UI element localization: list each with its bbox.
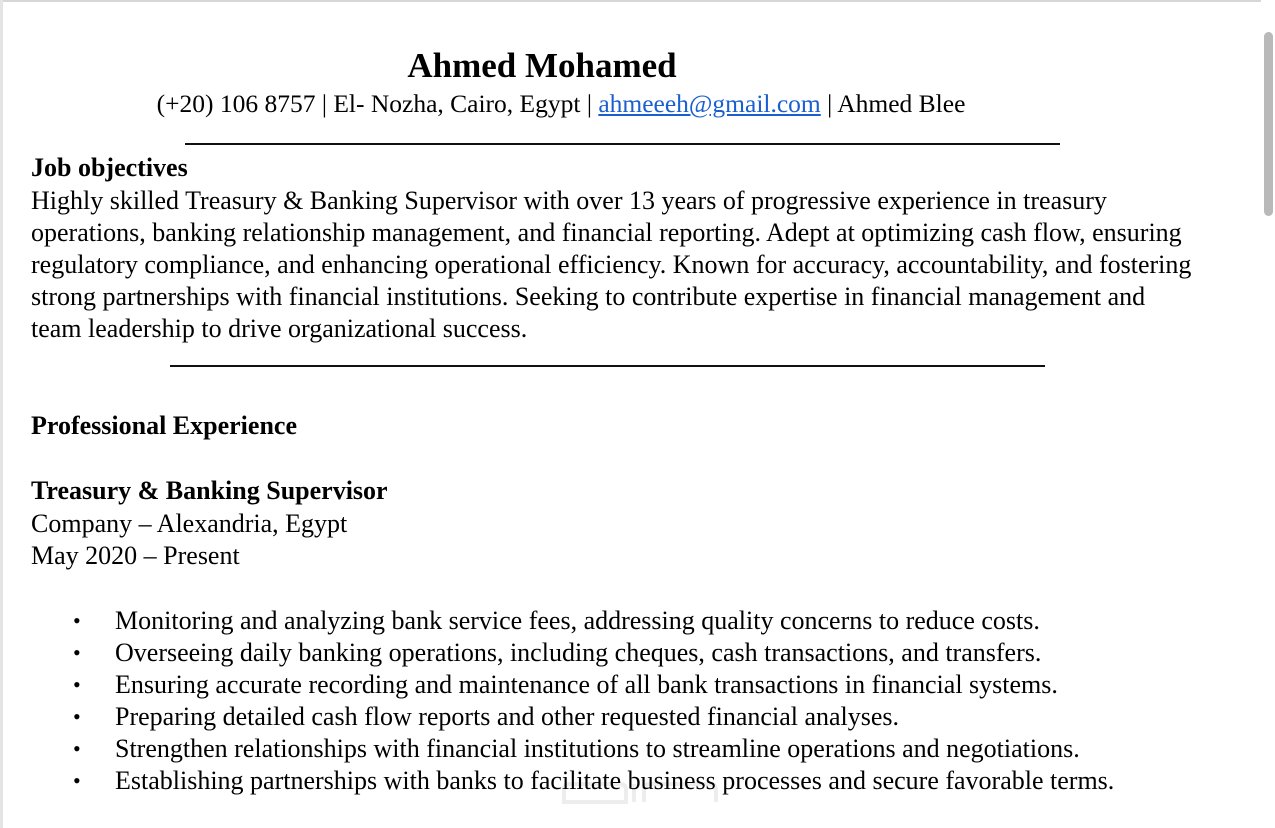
objectives-heading: Job objectives [31, 153, 188, 182]
job-bullet: • Preparing detailed cash flow reports and other requested financial analyses. [31, 701, 1114, 733]
contact-separator: | [315, 89, 334, 118]
contact-profile: Ahmed Blee [837, 89, 966, 118]
divider-middle [170, 365, 1045, 367]
job-bullet: • Overseeing daily banking operations, including cheques, cash transactions, and transfers. [31, 637, 1114, 669]
objectives-line: operations, banking relationship management, and financial reporting. Adept at optimizing cash flow, ensuring [31, 218, 1182, 247]
contact-separator: | [820, 89, 838, 118]
divider-top [185, 143, 1060, 145]
resume-page [31, 0, 1261, 828]
contact-phone: (+20) 106 8757 [156, 89, 316, 118]
contact-line [31, 87, 1091, 121]
job-dates: May 2020 – Present [31, 541, 240, 570]
objectives-line: strong partnerships with financial institutions. Seeking to contribute expertise in financial management and [31, 282, 1146, 311]
scrollbar-thumb[interactable] [1264, 32, 1273, 216]
objectives-line: regulatory compliance, and enhancing operational efficiency. Known for accuracy, accountability, and fostering [31, 250, 1192, 279]
resume-name: Ahmed Mohamed [407, 46, 677, 85]
job-bullet: • Monitoring and analyzing bank service fees, addressing quality concerns to reduce costs. [31, 605, 1114, 637]
job-company: Company – Alexandria, Egypt [31, 509, 348, 538]
watermark-logo [560, 776, 720, 810]
window-left-border [0, 0, 3, 828]
job-title: Treasury & Banking Supervisor [31, 476, 388, 505]
job-bullet: • Strengthen relationships with financial institutions to streamline operations and negotiations. [31, 733, 1114, 765]
experience-heading: Professional Experience [31, 411, 297, 440]
job-bullet-list [31, 605, 1114, 797]
objectives-line: Highly skilled Treasury & Banking Supervisor with over 13 years of progressive experience in treasury [31, 186, 1107, 215]
contact-separator: | [580, 89, 599, 118]
objectives-line: team leadership to drive organizational success. [31, 314, 528, 343]
contact-location: El- Nozha, Cairo, Egypt [333, 89, 581, 118]
job-bullet: • Establishing partnerships with banks to facilitate business processes and secure favorable terms. [31, 765, 1114, 797]
job-bullet: • Ensuring accurate recording and maintenance of all bank transactions in financial systems. [31, 669, 1114, 701]
watermark-logo-graphic [560, 776, 720, 810]
contact-email-link[interactable]: ahmeeeh@gmail.com [598, 89, 821, 118]
